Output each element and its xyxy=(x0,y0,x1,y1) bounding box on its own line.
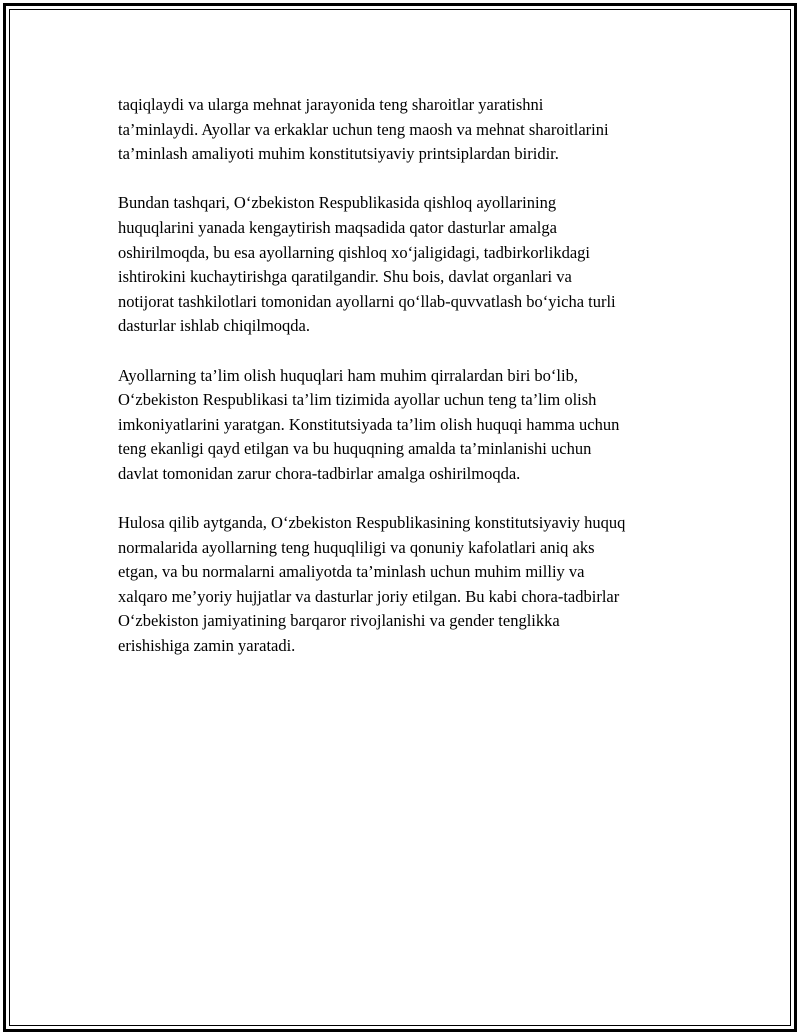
text-line: erishishiga zamin yaratadi. xyxy=(118,636,296,656)
paragraph-rural-women xyxy=(118,191,698,339)
text-line: teng ekanligi qayd etilgan va bu huquqning amalda ta’minlanishi uchun xyxy=(118,439,592,459)
text-line: Bundan tashqari, O‘zbekiston Respublikasida qishloq ayollarining xyxy=(118,193,557,213)
text-line: O‘zbekiston Respublikasi ta’lim tizimida ayollar uchun teng ta’lim olish xyxy=(118,390,597,410)
paragraph-equal-working-conditions xyxy=(118,93,698,167)
text-line: imkoniyatlarini yaratgan. Konstitutsiyada ta’lim olish huquqi hamma uchun xyxy=(118,414,620,434)
text-line: Hulosa qilib aytganda, O‘zbekiston Respublikasining konstitutsiyaviy huquq xyxy=(118,513,626,533)
text-line: O‘zbekiston jamiyatining barqaror rivojlanishi va gender tenglikka xyxy=(118,611,560,631)
text-line: taqiqlaydi va ularga mehnat jarayonida teng sharoitlar yaratishni xyxy=(118,95,544,114)
text-line: normalarida ayollarning teng huquqliligi va qonuniy kafolatlari aniq aks xyxy=(118,537,595,557)
text-line: etgan, va bu normalarni amaliyotda ta’minlash uchun muhim milliy va xyxy=(118,562,585,582)
text-line: dasturlar ishlab chiqilmoqda. xyxy=(118,316,310,336)
paragraph-conclusion xyxy=(118,511,698,659)
text-line: ta’minlash amaliyoti muhim konstitutsiyaviy printsiplardan biridir. xyxy=(118,144,559,164)
paragraph-education-rights xyxy=(118,364,698,487)
text-line: ishtirokini kuchaytirishga qaratilgandir. Shu bois, davlat organlari va xyxy=(118,267,572,287)
document-body xyxy=(118,93,698,683)
text-line: xalqaro me’yoriy hujjatlar va dasturlar joriy etilgan. Bu kabi chora-tadbirlar xyxy=(118,586,620,606)
text-line: davlat tomonidan zarur chora-tadbirlar amalga oshirilmoqda. xyxy=(118,463,521,483)
text-line: ta’minlaydi. Ayollar va erkaklar uchun teng maosh va mehnat sharoitlarini xyxy=(118,119,609,139)
text-line: huquqlarini yanada kengaytirish maqsadida qator dasturlar amalga xyxy=(118,217,557,237)
text-line: Ayollarning ta’lim olish huquqlari ham muhim qirralardan biri bo‘lib, xyxy=(118,365,578,385)
text-line: oshirilmoqda, bu esa ayollarning qishloq xo‘jaligidagi, tadbirkorlikdagi xyxy=(118,242,590,262)
text-line: notijorat tashkilotlari tomonidan ayollarni qo‘llab-quvvatlash bo‘yicha turli xyxy=(118,291,616,311)
